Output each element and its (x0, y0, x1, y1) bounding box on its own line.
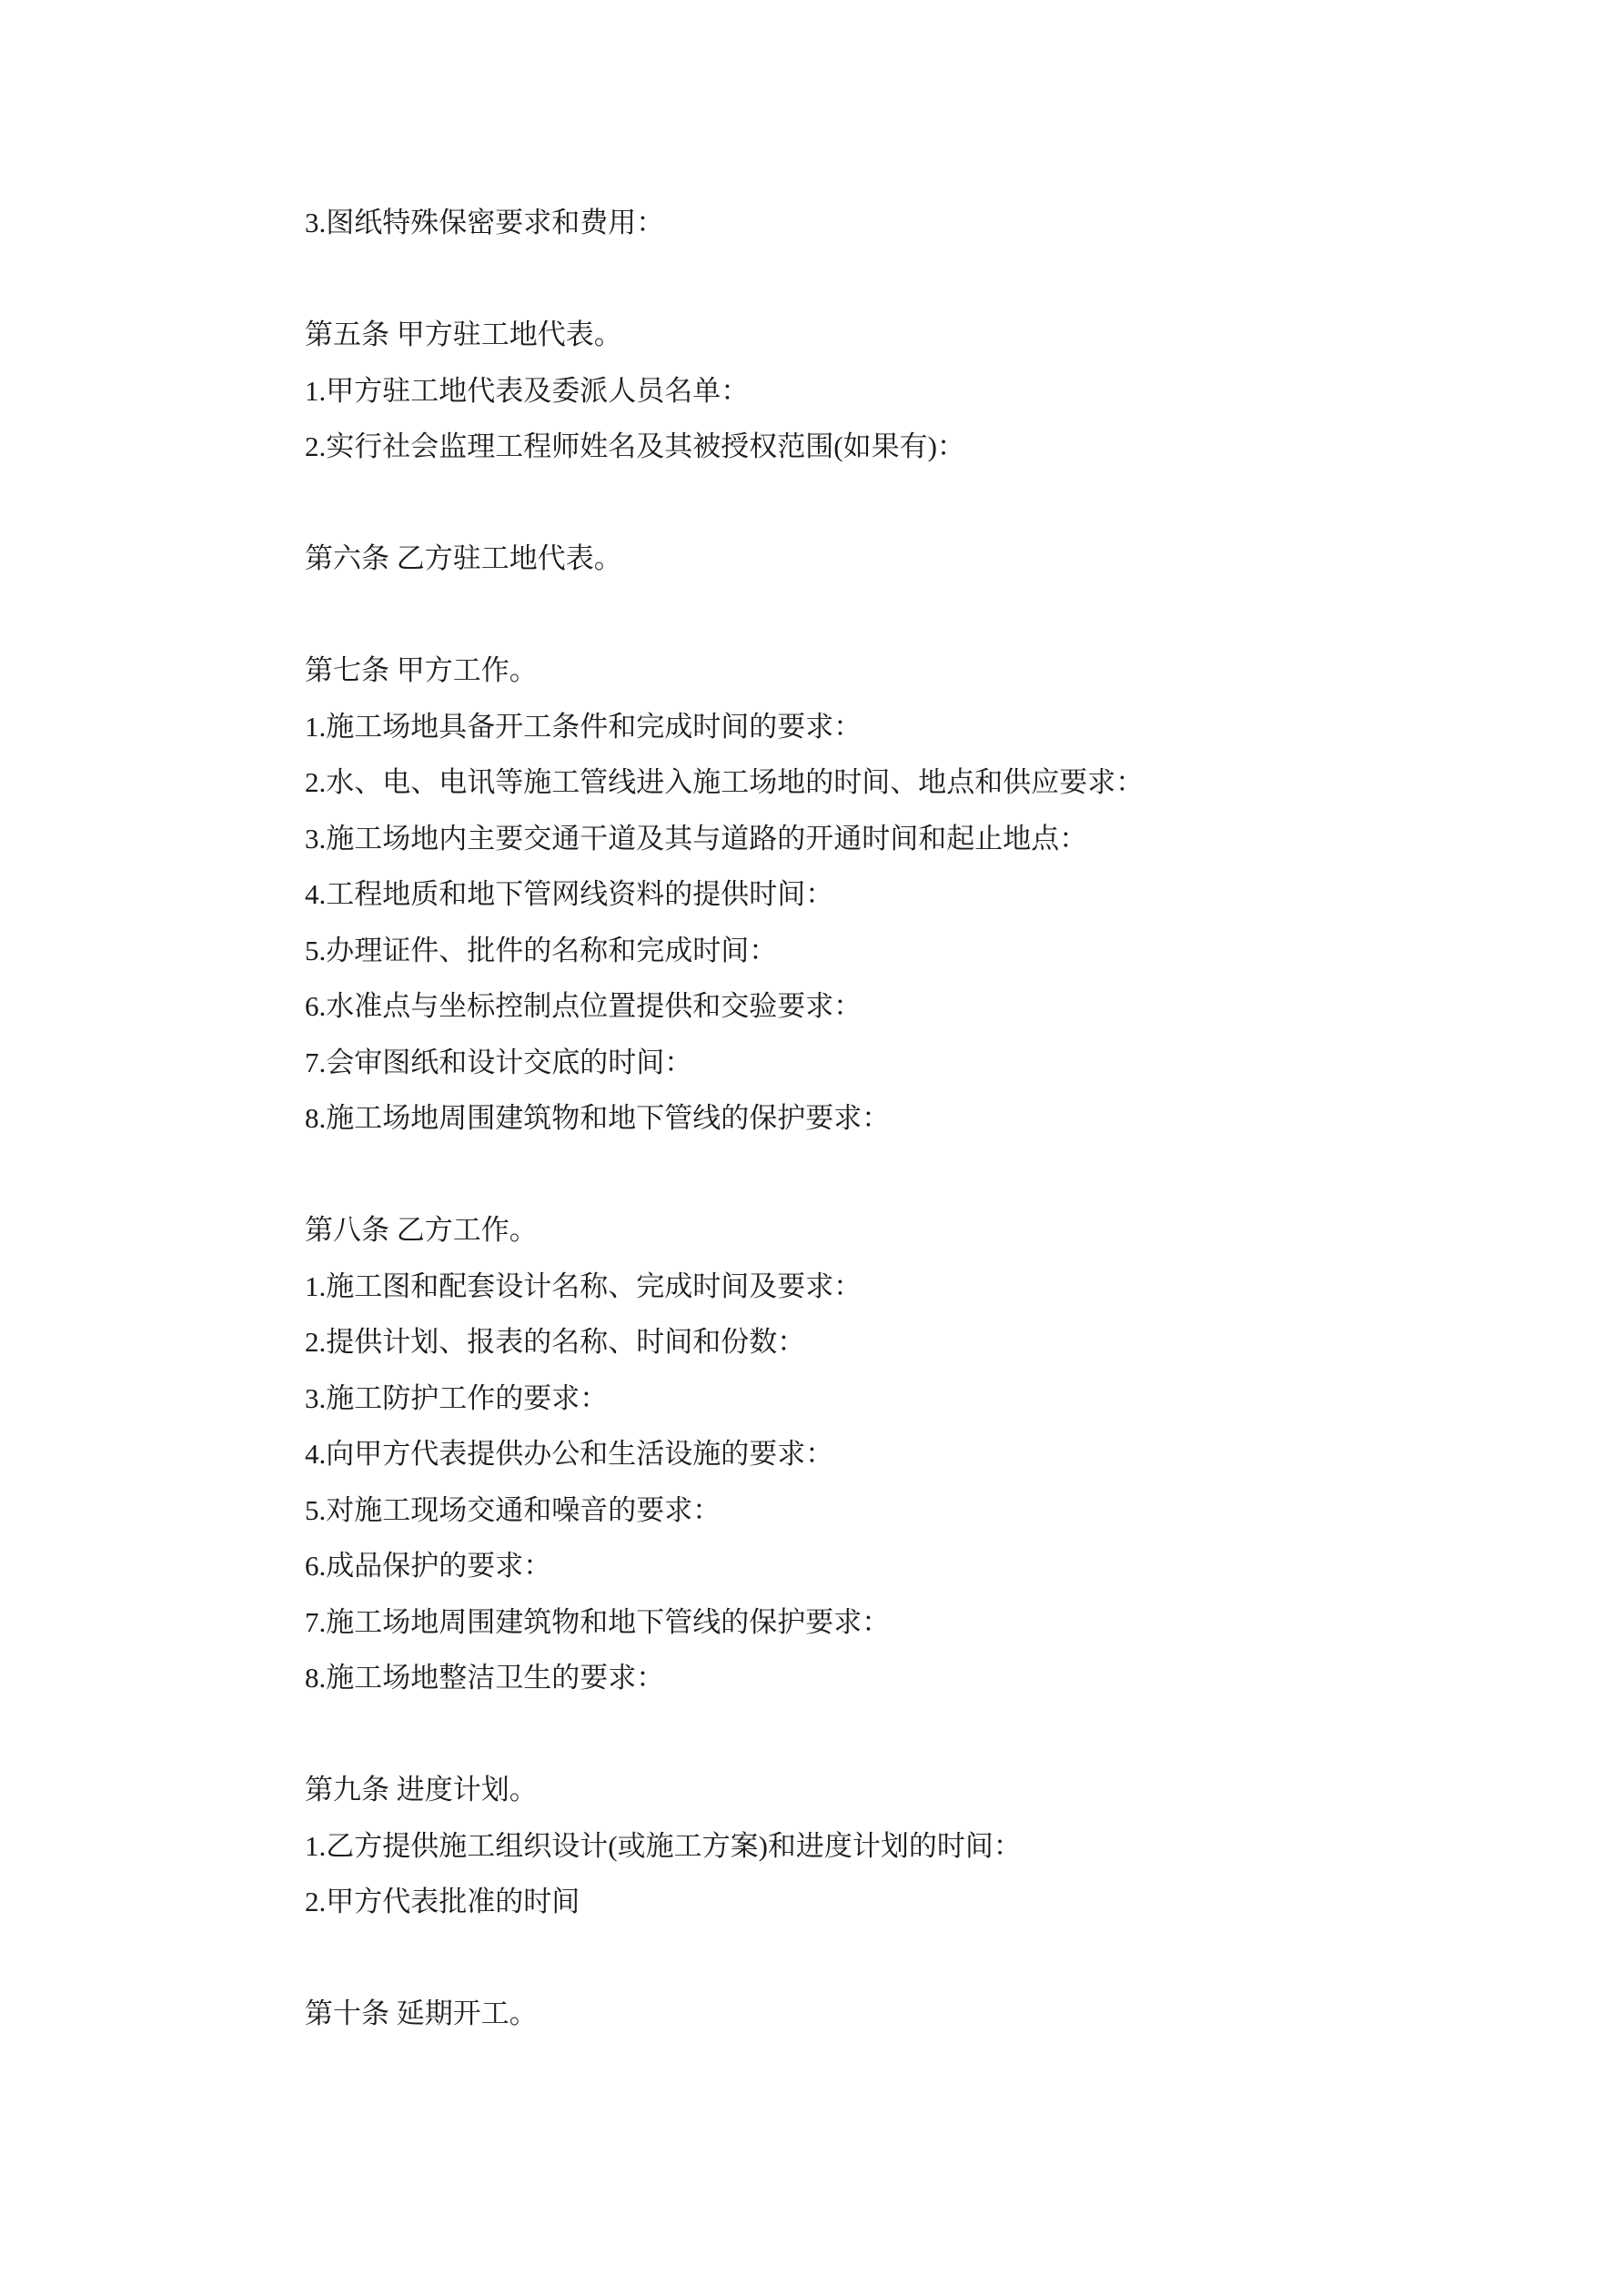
clause-item: 6.成品保护的要求： (305, 1550, 552, 1582)
clause-block-9 (305, 1762, 1569, 1930)
clause-item: 2.甲方代表批准的时间 (305, 1886, 580, 1917)
clause-item: 4.工程地质和地下管网线资料的提供时间： (305, 878, 834, 910)
clause-item: 1.施工场地具备开工条件和完成时间的要求： (305, 710, 862, 743)
clause-block-drawings (305, 195, 1569, 251)
clause-item: 8.施工场地整洁卫生的要求： (305, 1662, 665, 1694)
clause-item: 3.施工防护工作的要求： (305, 1381, 609, 1414)
clause-block-8 (305, 1202, 1569, 1706)
clause-item: 2.水、电、电讯等施工管线进入施工场地的时间、地点和供应要求： (305, 766, 1145, 798)
clause-item: 7.会审图纸和设计交底的时间： (305, 1046, 693, 1078)
clause-item: 1.乙方提供施工组织设计(或施工方案)和进度计划的时间： (305, 1829, 1022, 1862)
clause-heading-5: 第五条 甲方驻工地代表。 (305, 319, 622, 350)
clause-heading-9: 第九条 进度计划。 (305, 1774, 538, 1805)
clause-item: 7.施工场地周围建筑物和地下管线的保护要求： (305, 1605, 891, 1638)
clause-item: 1.甲方驻工地代表及委派人员名单： (305, 374, 750, 407)
clause-item: 8.施工场地周围建筑物和地下管线的保护要求： (305, 1102, 891, 1134)
clause-heading-6: 第六条 乙方驻工地代表。 (305, 542, 622, 574)
clause-item: 5.办理证件、批件的名称和完成时间： (305, 934, 778, 966)
clause-block-7 (305, 642, 1569, 1147)
clause-block-10 (305, 1986, 1569, 2042)
clause-item: 5.对施工现场交通和噪音的要求： (305, 1493, 721, 1526)
clause-block-6 (305, 531, 1569, 587)
clause-item: 4.向甲方代表提供办公和生活设施的要求： (305, 1438, 834, 1470)
clause-heading-7: 第七条 甲方工作。 (305, 654, 538, 686)
clause-item: 1.施工图和配套设计名称、完成时间及要求： (305, 1269, 862, 1302)
clause-item: 3.图纸特殊保密要求和费用： (305, 207, 665, 238)
clause-item: 2.实行社会监理工程师姓名及其被授权范围(如果有)： (305, 430, 965, 462)
clause-item: 3.施工场地内主要交通干道及其与道路的开通时间和起止地点： (305, 822, 1088, 855)
clause-heading-8: 第八条 乙方工作。 (305, 1214, 538, 1246)
clause-item: 6.水准点与坐标控制点位置提供和交验要求： (305, 990, 862, 1022)
clause-block-5 (305, 307, 1569, 475)
clause-item: 2.提供计划、报表的名称、时间和份数： (305, 1326, 806, 1358)
clause-heading-10: 第十条 延期开工。 (305, 1998, 538, 2029)
